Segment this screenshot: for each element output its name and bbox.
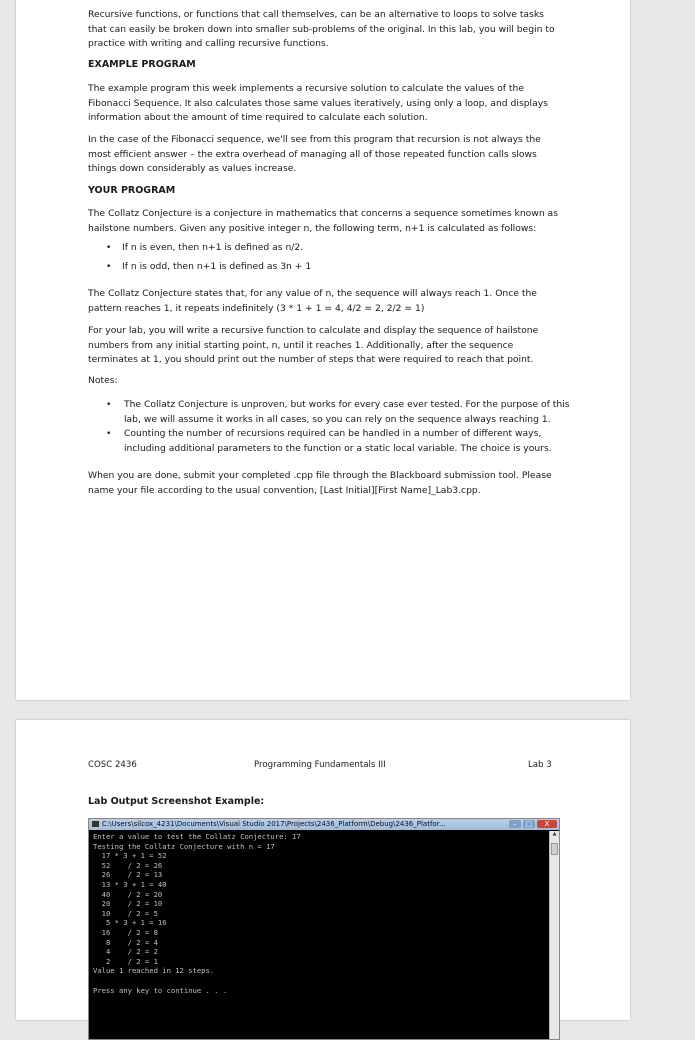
- your-program-paragraph-2: The Collatz Conjecture states that, for any value of n, the sequence will always reach 1. Once the pattern reaches 1, it repeats indefinitely (3 * 1 + 1 = 4, 4/2 = 2, 2/2 = 1): [88, 288, 537, 314]
- example-paragraph-2: In the case of the Fibonacci sequence, we'll see from this program that recursion is not always the most efficient answer – the extra overhead of managing all of those repeated function calls slows things down considerably as values increase.: [88, 134, 541, 175]
- console-line: [93, 976, 549, 986]
- console-line: 26 / 2 = 13: [93, 870, 163, 880]
- console-scrollbar: [549, 831, 559, 1039]
- minimize-icon: –: [509, 820, 521, 828]
- example-paragraph-1: The example program this week implements a recursive solution to calculate the values of the Fibonacci Sequence. It also calculates those same values iteratively, using only a loop, and displays information about the amount of time required to calculate each solution.: [88, 83, 548, 124]
- bullet-icon: •: [106, 261, 112, 272]
- console-line: 40 / 2 = 20: [93, 889, 163, 899]
- note-text: Counting the number of recursions required can be handled in a number of different ways, including additional parameters to the function or a static local variable. The choice is yours.: [124, 428, 552, 454]
- console-line: Testing the Collatz Conjecture with n = 17: [93, 841, 275, 851]
- your-program-heading: YOUR PROGRAM: [88, 185, 176, 196]
- console-app-icon: [92, 821, 99, 827]
- console-line: 17 * 3 + 1 = 52: [93, 851, 167, 861]
- output-heading: Lab Output Screenshot Example:: [88, 796, 265, 807]
- bullet-icon: •: [106, 242, 112, 253]
- bullet-icon: •: [106, 428, 112, 439]
- console-line: 20 / 2 = 10: [93, 899, 163, 909]
- example-program-heading: EXAMPLE PROGRAM: [88, 59, 196, 70]
- header-lab: Lab 3: [528, 760, 552, 770]
- rule-text: If n is even, then n+1 is defined as n/2.: [122, 242, 304, 253]
- your-program-paragraph-1: The Collatz Conjecture is a conjecture in mathematics that concerns a sequence sometimes known as hailstone numbers. Given any positive integer n, the following term, n+1 is calculated as follows:: [88, 208, 558, 234]
- console-title-bar: [89, 819, 559, 830]
- console-window-screenshot: [88, 818, 560, 1040]
- intro-paragraph: Recursive functions, or functions that call themselves, can be an alternative to loops to solve tasks that can easily be broken down into smaller sub-problems of the original. In this lab, you will begin to practice with writing and calling recursive functions.: [88, 9, 555, 50]
- console-line: Press any key to continue . . .: [93, 985, 228, 995]
- closing-paragraph: When you are done, submit your completed .cpp file through the Blackboard submission tool. Please name your file according to the usual convention, [Last Initial][First Name]_Lab3.cpp.: [88, 470, 552, 496]
- console-output: [93, 832, 549, 1039]
- console-line: Value 1 reached in 12 steps.: [93, 966, 215, 976]
- note-text: The Collatz Conjecture is unproven, but works for every case ever tested. For the purpose of this lab, we will assume it works in all cases, so you can rely on the sequence always reaching 1.: [124, 399, 570, 425]
- header-title: Programming Fundamentals III: [254, 760, 386, 770]
- console-line: 5 * 3 + 1 = 16: [93, 918, 167, 928]
- console-title-text: C:\Users\silcox_4231\Documents\Visual Studio 2017\Projects\2436_Platform\Debug\2436_Platfor...: [102, 820, 446, 828]
- close-icon: X: [537, 820, 557, 828]
- scroll-up-icon: ▲: [552, 831, 557, 837]
- console-line: 52 / 2 = 26: [93, 860, 163, 870]
- console-line: 4 / 2 = 2: [93, 947, 158, 957]
- header-course: COSC 2436: [88, 760, 137, 770]
- console-line: 2 / 2 = 1: [93, 956, 158, 966]
- console-line: 10 / 2 = 5: [93, 908, 158, 918]
- console-line: 13 * 3 + 1 = 40: [93, 879, 167, 889]
- your-program-paragraph-3: For your lab, you will write a recursive function to calculate and display the sequence of hailstone numbers from any initial starting point, n, until it reaches 1. Additionally, after the sequence terminates at 1, you should print out the number of steps that were required to reach that point.: [88, 325, 539, 366]
- scrollbar-thumb: [551, 843, 558, 855]
- console-line: 8 / 2 = 4: [93, 937, 158, 947]
- bullet-icon: •: [106, 399, 112, 410]
- console-line: Enter a value to test the Collatz Conjecture: 17: [93, 832, 301, 841]
- rule-text: If n is odd, then n+1 is defined as 3n + 1: [122, 261, 312, 272]
- document-page-1: [16, 0, 630, 700]
- console-line: 16 / 2 = 8: [93, 927, 158, 937]
- notes-label: Notes:: [88, 375, 118, 386]
- document-page-2: [16, 720, 630, 1020]
- maximize-icon: □: [523, 820, 535, 828]
